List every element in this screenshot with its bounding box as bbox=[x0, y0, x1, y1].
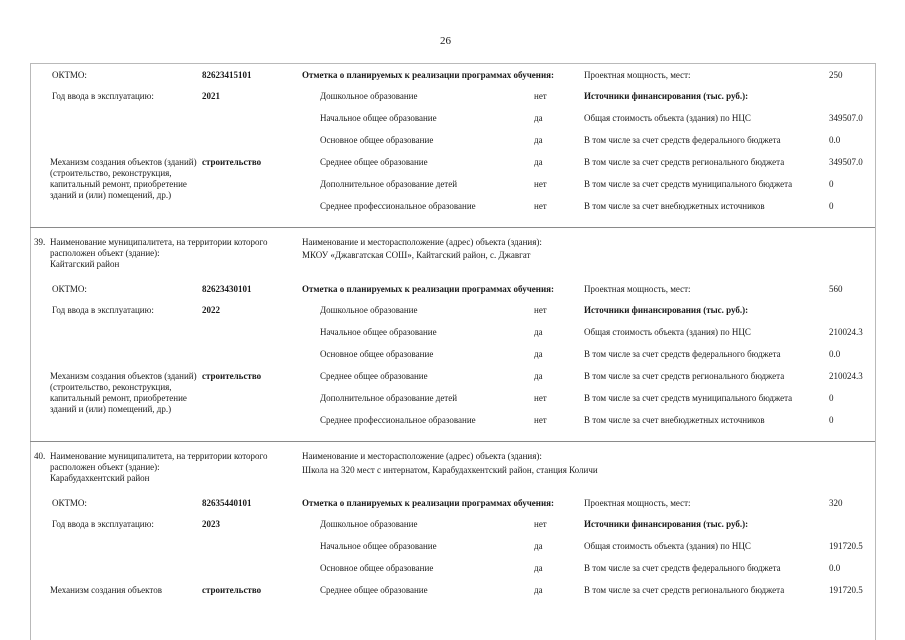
program-flag: нет bbox=[534, 305, 547, 315]
funding-value: 0 bbox=[829, 393, 834, 403]
program-flag: нет bbox=[534, 519, 547, 529]
funding-label: В том числе за счет средств регионального бюджета bbox=[584, 371, 785, 381]
funding-label: Общая стоимость объекта (здания) по НЦС bbox=[584, 327, 751, 337]
program-label: Дошкольное образование bbox=[320, 519, 418, 529]
funding-value: 0 bbox=[829, 201, 834, 211]
year-label: Год ввода в эксплуатацию: bbox=[52, 91, 154, 101]
municipality-value: Карабудахкентский район bbox=[50, 473, 150, 483]
capacity-label: Проектная мощность, мест: bbox=[584, 498, 691, 508]
funding-header: Источники финансирования (тыс. руб.): bbox=[584, 519, 749, 529]
program-label: Среднее общее образование bbox=[320, 585, 428, 595]
funding-label: В том числе за счет средств федерального бюджета bbox=[584, 135, 781, 145]
object-value: Школа на 320 мест с интернатом, Карабудахкентский район, станция Количи bbox=[302, 465, 598, 475]
funding-label: В том числе за счет средств регионального бюджета bbox=[584, 585, 785, 595]
mechanism-value: строительство bbox=[202, 585, 262, 595]
program-label: Среднее профессиональное образование bbox=[320, 415, 476, 425]
program-flag: нет bbox=[534, 201, 547, 211]
funding-value: 191720.5 bbox=[829, 541, 863, 551]
row-divider bbox=[30, 441, 875, 442]
funding-header: Источники финансирования (тыс. руб.): bbox=[584, 91, 749, 101]
funding-header: Источники финансирования (тыс. руб.): bbox=[584, 305, 749, 315]
program-label: Основное общее образование bbox=[320, 135, 434, 145]
program-label: Начальное общее образование bbox=[320, 113, 437, 123]
oktmo-value: 82623430101 bbox=[202, 284, 252, 294]
object-label: Наименование и месторасположение (адрес) объекта (здания): bbox=[302, 237, 542, 247]
funding-label: В том числе за счет внебюджетных источников bbox=[584, 201, 765, 211]
capacity-value: 250 bbox=[829, 70, 843, 80]
page-number: 26 bbox=[440, 35, 451, 47]
oktmo-value: 82635440101 bbox=[202, 498, 252, 508]
program-label: Начальное общее образование bbox=[320, 541, 437, 551]
object-label: Наименование и месторасположение (адрес) объекта (здания): bbox=[302, 451, 542, 461]
funding-value: 349507.0 bbox=[829, 113, 863, 123]
program-label: Основное общее образование bbox=[320, 563, 434, 573]
mechanism-value: строительство bbox=[202, 371, 262, 381]
mechanism-label: Механизм создания объектов bbox=[50, 585, 162, 595]
program-flag: да bbox=[534, 585, 543, 595]
funding-label: В том числе за счет средств федерального бюджета bbox=[584, 563, 781, 573]
program-label: Дошкольное образование bbox=[320, 91, 418, 101]
funding-label: В том числе за счет средств муниципального бюджета bbox=[584, 393, 793, 403]
program-flag: да bbox=[534, 157, 543, 167]
capacity-value: 320 bbox=[829, 498, 843, 508]
program-flag: да bbox=[534, 371, 543, 381]
program-flag: да bbox=[534, 541, 543, 551]
municipality-value: Кайтагский район bbox=[50, 259, 120, 269]
capacity-label: Проектная мощность, мест: bbox=[584, 284, 691, 294]
program-label: Дополнительное образование детей bbox=[320, 179, 458, 189]
program-label: Дошкольное образование bbox=[320, 305, 418, 315]
year-label: Год ввода в эксплуатацию: bbox=[52, 305, 154, 315]
funding-label: Общая стоимость объекта (здания) по НЦС bbox=[584, 541, 751, 551]
program-flag: да bbox=[534, 327, 543, 337]
funding-value: 210024.3 bbox=[829, 371, 863, 381]
funding-label: Общая стоимость объекта (здания) по НЦС bbox=[584, 113, 751, 123]
mechanism-label: Механизм создания объектов (зданий) (строительство, реконструкция, капитальный ремонт, приобретение зданий и (или) помещений, др.) bbox=[50, 371, 197, 414]
program-flag: да bbox=[534, 349, 543, 359]
municipality-label: Наименование муниципалитета, на территории которого расположен объект (здание): bbox=[50, 451, 268, 472]
row-number: 39. bbox=[34, 237, 46, 247]
funding-label: В том числе за счет средств регионального бюджета bbox=[584, 157, 785, 167]
municipality-label: Наименование муниципалитета, на территории которого расположен объект (здание): bbox=[50, 237, 268, 258]
funding-label: В том числе за счет средств муниципального бюджета bbox=[584, 179, 793, 189]
oktmo-label: ОКТМО: bbox=[52, 498, 87, 508]
year-value: 2021 bbox=[202, 91, 220, 101]
program-flag: да bbox=[534, 113, 543, 123]
funding-value: 0.0 bbox=[829, 563, 841, 573]
program-flag: нет bbox=[534, 393, 547, 403]
program-flag: да bbox=[534, 563, 543, 573]
oktmo-value: 82623415101 bbox=[202, 70, 252, 80]
programs-header: Отметка о планируемых к реализации программах обучения: bbox=[302, 284, 555, 294]
left-border bbox=[30, 63, 31, 640]
program-label: Среднее профессиональное образование bbox=[320, 201, 476, 211]
funding-value: 0.0 bbox=[829, 349, 841, 359]
top-border bbox=[30, 63, 875, 64]
year-value: 2022 bbox=[202, 305, 220, 315]
funding-value: 210024.3 bbox=[829, 327, 863, 337]
row-divider bbox=[30, 227, 875, 228]
program-flag: нет bbox=[534, 415, 547, 425]
mechanism-label: Механизм создания объектов (зданий) (строительство, реконструкция, капитальный ремонт, приобретение зданий и (или) помещений, др.) bbox=[50, 157, 197, 200]
object-value: МКОУ «Джавгатская СОШ», Кайтагский район, с. Джавгат bbox=[302, 250, 531, 260]
year-label: Год ввода в эксплуатацию: bbox=[52, 519, 154, 529]
funding-value: 0.0 bbox=[829, 135, 841, 145]
program-label: Среднее общее образование bbox=[320, 371, 428, 381]
funding-value: 0 bbox=[829, 179, 834, 189]
oktmo-label: ОКТМО: bbox=[52, 70, 87, 80]
oktmo-label: ОКТМО: bbox=[52, 284, 87, 294]
mechanism-value: строительство bbox=[202, 157, 262, 167]
capacity-value: 560 bbox=[829, 284, 843, 294]
right-border bbox=[875, 63, 876, 640]
funding-label: В том числе за счет внебюджетных источников bbox=[584, 415, 765, 425]
program-label: Основное общее образование bbox=[320, 349, 434, 359]
capacity-label: Проектная мощность, мест: bbox=[584, 70, 691, 80]
program-label: Дополнительное образование детей bbox=[320, 393, 458, 403]
funding-value: 0 bbox=[829, 415, 834, 425]
program-flag: нет bbox=[534, 91, 547, 101]
funding-value: 349507.0 bbox=[829, 157, 863, 167]
funding-value: 191720.5 bbox=[829, 585, 863, 595]
program-flag: да bbox=[534, 135, 543, 145]
program-flag: нет bbox=[534, 179, 547, 189]
year-value: 2023 bbox=[202, 519, 220, 529]
funding-label: В том числе за счет средств федерального бюджета bbox=[584, 349, 781, 359]
program-label: Начальное общее образование bbox=[320, 327, 437, 337]
programs-header: Отметка о планируемых к реализации программах обучения: bbox=[302, 498, 555, 508]
programs-header: Отметка о планируемых к реализации программах обучения: bbox=[302, 70, 555, 80]
row-number: 40. bbox=[34, 451, 46, 461]
program-label: Среднее общее образование bbox=[320, 157, 428, 167]
